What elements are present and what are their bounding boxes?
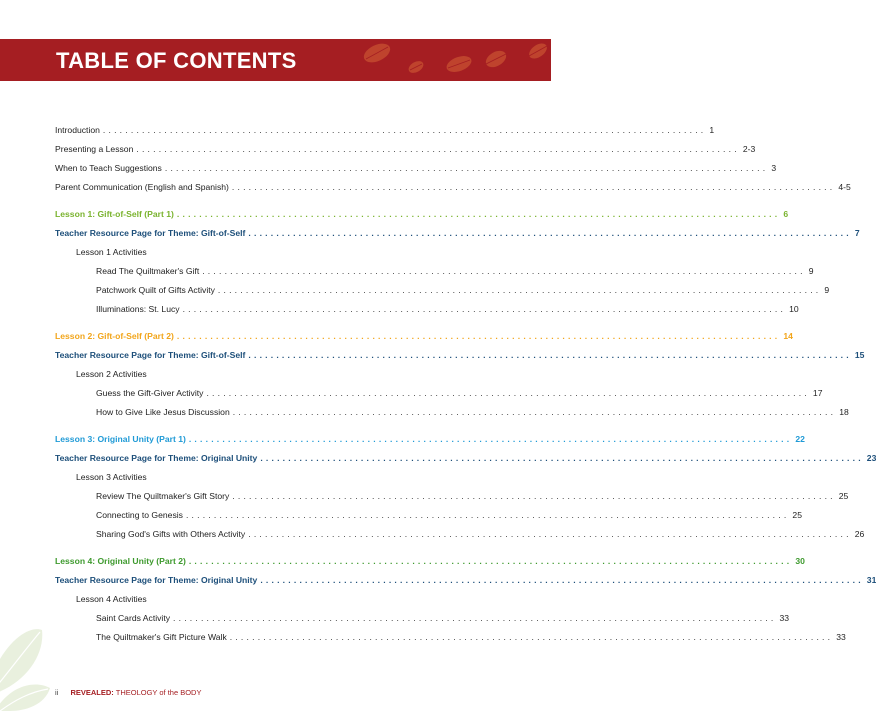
toc-entry-lesson[interactable]: Lesson 3: Original Unity (Part 1) ............................................................................................................ 22 (55, 434, 805, 444)
toc-entry-page: 14 (783, 331, 793, 341)
toc-entry-label: Introduction (55, 125, 100, 135)
toc-entry-label: Connecting to Genesis (96, 510, 183, 520)
toc-entry-label: Lesson 4: Original Unity (Part 2) (55, 556, 186, 566)
toc-entry-page: 33 (779, 613, 790, 623)
toc-entry-label: Lesson 2: Gift-of-Self (Part 2) (55, 331, 174, 341)
toc-entry-page: 7 (854, 228, 860, 238)
toc-entry[interactable]: Illuminations: St. Lucy ............................................................................................................ 10 (96, 304, 799, 314)
toc-entry[interactable]: Presenting a Lesson ............................................................................................................ 2-3 (55, 144, 756, 154)
toc-entry-label: Read The Quiltmaker's Gift (96, 266, 200, 276)
toc-entry-label: Presenting a Lesson (55, 144, 134, 154)
toc-subheading (76, 591, 496, 605)
toc-entry-lesson[interactable]: Lesson 2: Gift-of-Self (Part 2) ............................................................................................................ 14 (55, 331, 793, 341)
toc-entry-label: Lesson 3: Original Unity (Part 1) (55, 434, 186, 444)
toc-entry-page: 23 (866, 453, 876, 463)
toc-entry-label: Review The Quiltmaker's Gift Story (96, 491, 230, 501)
toc-entry-resource[interactable]: Teacher Resource Page for Theme: Original Unity ............................................................................................................ 31 (55, 575, 876, 585)
toc-entry-page: 10 (789, 304, 799, 314)
toc-entry-label: Teacher Resource Page for Theme: Gift-of-Self (55, 228, 246, 238)
toc-entry-label: Guess the Gift-Giver Activity (96, 388, 204, 398)
toc-entry-label: Sharing God's Gifts with Others Activity (96, 529, 246, 539)
toc-entry-page: 2-3 (742, 144, 756, 154)
toc-entry-page: 25 (838, 491, 849, 501)
toc-subheading (76, 469, 496, 483)
toc-entry-page: 30 (795, 556, 805, 566)
toc-entry[interactable]: Saint Cards Activity ............................................................................................................ 33 (96, 613, 790, 623)
toc-entry-label: Saint Cards Activity (96, 613, 171, 623)
toc-entry-label: Patchwork Quilt of Gifts Activity (96, 285, 215, 295)
toc-entry[interactable]: When to Teach Suggestions ............................................................................................................ 3 (55, 163, 777, 173)
toc-entry-label: Lesson 3 Activities (76, 472, 147, 482)
toc-entry-label: The Quiltmaker's Gift Picture Walk (96, 632, 227, 642)
toc-subheading (76, 366, 496, 380)
toc-entry-label: Teacher Resource Page for Theme: Gift-of-Self (55, 350, 246, 360)
toc-entry-lesson[interactable]: Lesson 4: Original Unity (Part 2) ............................................................................................................ 30 (55, 556, 805, 566)
toc-entry-lesson[interactable]: Lesson 1: Gift-of-Self (Part 1) ............................................................................................................ 6 (55, 209, 789, 219)
footer-brand: REVEALED: (70, 688, 114, 697)
toc-entry-page: 17 (812, 388, 823, 398)
toc-entry-page: 18 (839, 407, 849, 417)
toc-entry-resource[interactable]: Teacher Resource Page for Theme: Gift-of-Self ............................................................................................................ 15 (55, 350, 865, 360)
toc-entry-label: Lesson 1 Activities (76, 247, 147, 257)
toc-entry[interactable]: Sharing God's Gifts with Others Activity ............................................................................................................ 26 (96, 529, 865, 539)
toc-entry[interactable]: The Quiltmaker's Gift Picture Walk ............................................................................................................ 33 (96, 632, 846, 642)
page-footer (55, 688, 201, 697)
toc-entry-label: Lesson 2 Activities (76, 369, 147, 379)
toc-entry-page: 15 (854, 350, 865, 360)
toc-entry-label: Lesson 4 Activities (76, 594, 147, 604)
toc-entry-label: Teacher Resource Page for Theme: Original Unity (55, 575, 258, 585)
toc-entry-page: 3 (771, 163, 777, 173)
toc-entry-page: 31 (866, 575, 876, 585)
toc-entry-label: Parent Communication (English and Spanish) (55, 182, 229, 192)
toc-subheading (76, 244, 496, 258)
toc-entry-page: 6 (783, 209, 789, 219)
toc-entry[interactable]: Introduction ............................................................................................................ 1 (55, 125, 715, 135)
toc-entry-resource[interactable]: Teacher Resource Page for Theme: Gift-of-Self ............................................................................................................ 7 (55, 228, 860, 238)
toc-entry-page: 25 (792, 510, 802, 520)
page-title: TABLE OF CONTENTS (56, 48, 297, 73)
toc-entry[interactable]: Guess the Gift-Giver Activity ............................................................................................................ 17 (96, 388, 823, 398)
toc-entry-page: 22 (795, 434, 805, 444)
toc-entry-label: Illuminations: St. Lucy (96, 304, 180, 314)
toc-entry[interactable]: How to Give Like Jesus Discussion ............................................................................................................ 18 (96, 407, 849, 417)
toc-entry-page: 33 (836, 632, 846, 642)
toc-entry-label: When to Teach Suggestions (55, 163, 162, 173)
toc-entry[interactable]: Patchwork Quilt of Gifts Activity ............................................................................................................ 9 (96, 285, 830, 295)
toc-entry[interactable]: Connecting to Genesis ............................................................................................................ 25 (96, 510, 802, 520)
toc-entry-page: 9 (824, 285, 830, 295)
toc-entry-label: Lesson 1: Gift-of-Self (Part 1) (55, 209, 174, 219)
toc-entry-page: 9 (808, 266, 814, 276)
toc-entry-label: Teacher Resource Page for Theme: Original Unity (55, 453, 258, 463)
toc-entry[interactable]: Read The Quiltmaker's Gift ............................................................................................................ 9 (96, 266, 814, 276)
toc-entry-page: 1 (709, 125, 715, 135)
toc-entry-page: 4-5 (838, 182, 851, 192)
toc-entry-resource[interactable]: Teacher Resource Page for Theme: Original Unity ............................................................................................................ 23 (55, 453, 876, 463)
footer-subtitle: THEOLOGY of the BODY (115, 688, 202, 697)
toc-entry-label: How to Give Like Jesus Discussion (96, 407, 230, 417)
toc-entry[interactable]: Parent Communication (English and Spanish) ............................................................................................................ 4-5 (55, 182, 851, 192)
leaf-watermark-icon (0, 600, 60, 711)
footer-page-number: ii (55, 688, 59, 697)
toc-entry[interactable]: Review The Quiltmaker's Gift Story ............................................................................................................ 25 (96, 491, 849, 501)
toc-entry-page: 26 (854, 529, 865, 539)
